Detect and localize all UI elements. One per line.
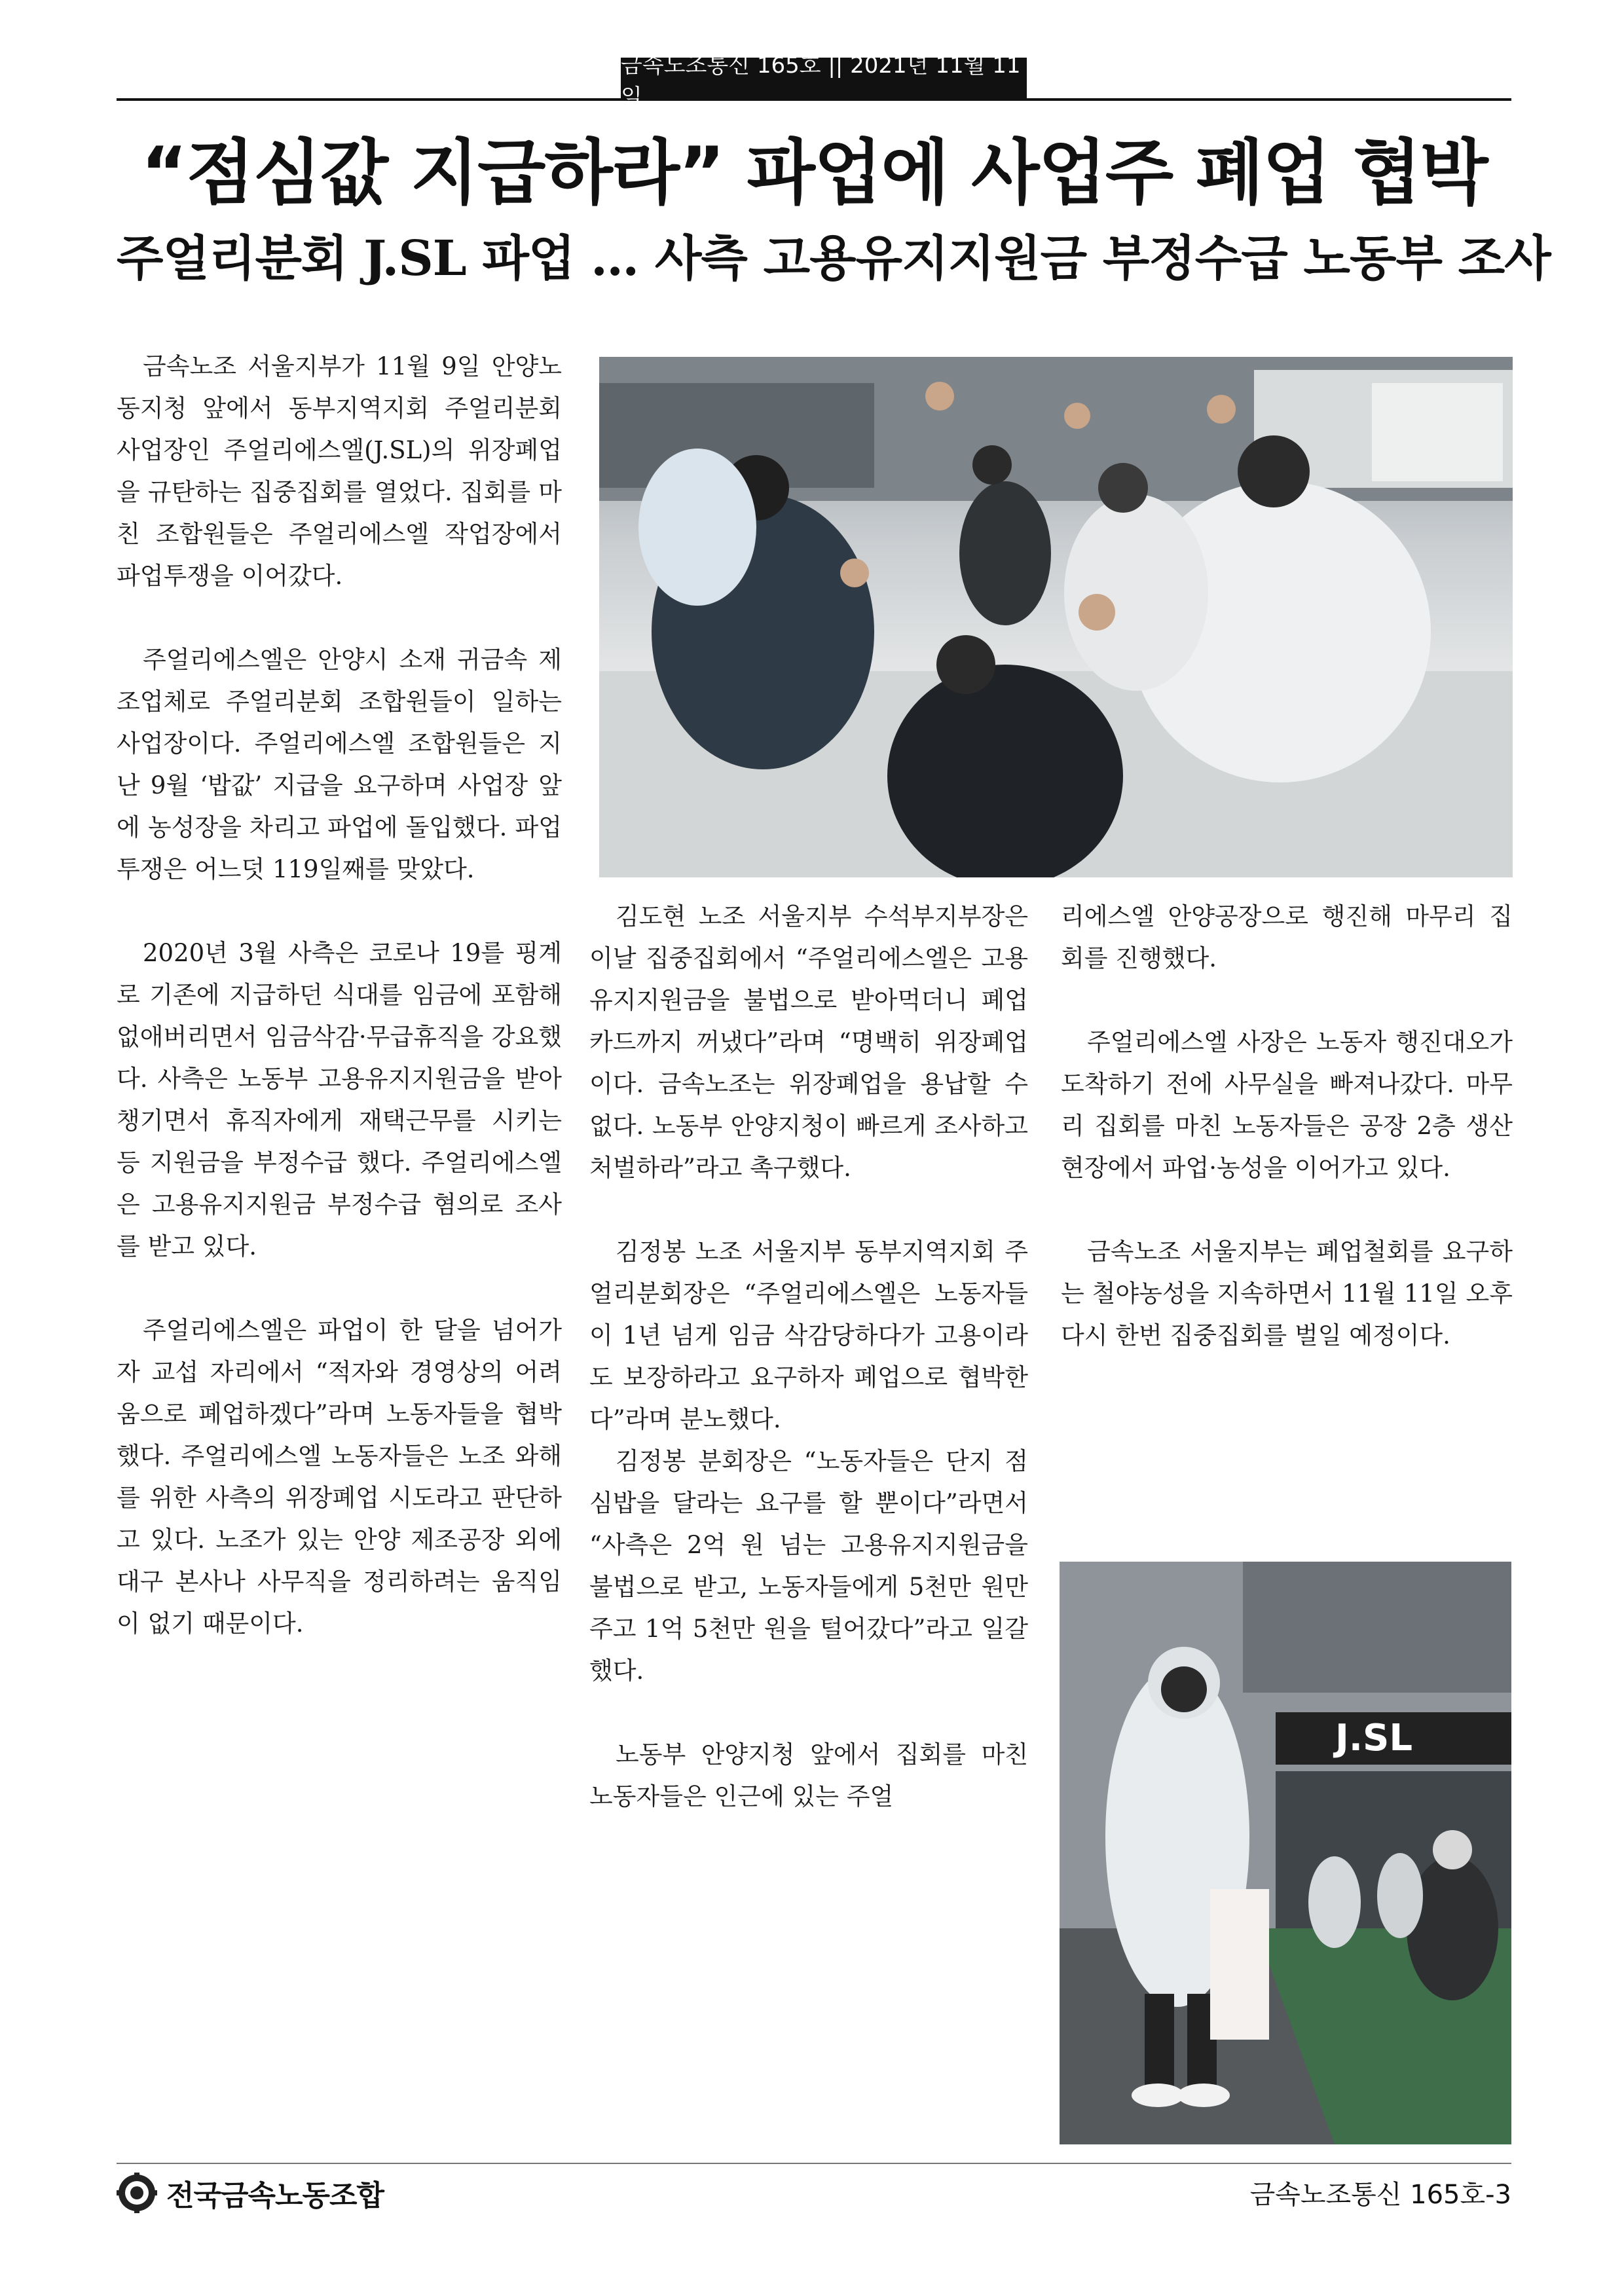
footer-rule — [117, 2163, 1511, 2164]
paragraph: 김정봉 노조 서울지부 동부지역지회 주얼리분회장은 “주얼리에스엘은 노동자들이 1년 넘게 임금 삭감당하다가 고용이라도 보장하라고 요구하자 폐업으로 협박한다”라며 분노했다. — [589, 1238, 1028, 1433]
gear-logo-icon — [117, 2173, 157, 2213]
article-headline: “점심값 지급하라” 파업에 사업주 폐업 협박 — [141, 132, 1487, 214]
paragraph: 금속노조 서울지부는 폐업철회를 요구하는 철야농성을 지속하면서 11월 11일 오후 다시 한번 집중집회를 벌일 예정이다. — [1061, 1238, 1513, 1349]
paragraph: 리에스엘 안양공장으로 행진해 마무리 집회를 진행했다. — [1061, 902, 1513, 972]
article-column-2 — [589, 896, 1028, 1818]
rally-photo-indoor-illustration — [599, 357, 1513, 877]
protest-photo-outdoor-illustration — [1060, 1562, 1511, 2144]
paragraph: 주얼리에스엘은 안양시 소재 귀금속 제조업체로 주얼리분회 조합원들이 일하는 사업장이다. 주얼리에스엘 조합원들은 지난 9월 ‘밥값’ 지급을 요구하며 사업장 앞에 농성장을 차리고 파업에 돌입했다. 파업투쟁은 어느덧 119일째를 맞았다. — [117, 646, 562, 883]
paragraph: 금속노조 서울지부가 11월 9일 안양노동지청 앞에서 동부지역지회 주얼리분회 사업장인 주얼리에스엘(J.SL)의 위장폐업을 규탄하는 집중집회를 열었다. 집회를 마친 조합원들은 주얼리에스엘 작업장에서 파업투쟁을 이어갔다. — [117, 352, 562, 590]
issue-label: 금속노조통신 165호 || 2021년 11월 11일 — [621, 58, 1027, 101]
article-column-1 — [117, 346, 562, 1645]
paragraph: 김정봉 분회장은 “노동자들은 단지 점심밥을 달라는 요구를 할 뿐이다”라면서 “사측은 2억 원 넘는 고용유지지원금을 불법으로 받고, 노동자들에게 5천만 원만 주고 1억 5천만 원을 털어갔다”라고 일갈했다. — [589, 1447, 1028, 1685]
protest-photo-outdoor — [1060, 1562, 1511, 2144]
paragraph: 김도현 노조 서울지부 수석부지부장은 이날 집중집회에서 “주얼리에스엘은 고용유지지원금을 불법으로 받아먹더니 폐업 카드까지 꺼냈다”라며 “명백히 위장폐업이다. 금속노조는 위장폐업을 용납할 수 없다. 노동부 안양지청이 빠르게 조사하고 처벌하라”라고 촉구했다. — [589, 902, 1028, 1182]
paragraph: 주얼리에스엘 사장은 노동자 행진대오가 도착하기 전에 사무실을 빠져나갔다. 마무리 집회를 마친 노동자들은 공장 2층 생산 현장에서 파업·농성을 이어가고 있다. — [1061, 1028, 1513, 1182]
page-label: 금속노조통신 165호-3 — [1249, 2180, 1511, 2210]
jsl-sign: J.SL — [1335, 1717, 1413, 1759]
paragraph: 2020년 3월 사측은 코로나 19를 핑계로 기존에 지급하던 식대를 임금에 포함해 없애버리면서 임금삭감·무급휴직을 강요했다. 사측은 노동부 고용유지지원금을 받아 챙기면서 휴직자에게 재택근무를 시키는 등 지원금을 부정수급 했다. 주얼리에스엘은 고용유지지원금 부정수급 혐의로 조사를 받고 있다. — [117, 939, 562, 1260]
rally-photo-indoor — [599, 357, 1513, 877]
article-subheadline: 주얼리분회 J.SL 파업 … 사측 고용유지지원금 부정수급 노동부 조사 — [117, 230, 1551, 287]
article-column-3 — [1061, 896, 1513, 1357]
paragraph: 노동부 안양지청 앞에서 집회를 마친 노동자들은 인근에 있는 주얼 — [589, 1740, 1028, 1810]
paragraph: 주얼리에스엘은 파업이 한 달을 넘어가자 교섭 자리에서 “적자와 경영상의 어려움으로 폐업하겠다”라며 노동자들을 협박했다. 주얼리에스엘 노동자들은 노조 와해를 위한 사측의 위장폐업 시도라고 판단하고 있다. 노조가 있는 안양 제조공장 외에 대구 본사나 사무직을 정리하려는 움직임이 없기 때문이다. — [117, 1316, 562, 1638]
union-name: 전국금속노동조합 — [166, 2179, 384, 2212]
union-logo — [117, 2173, 384, 2213]
